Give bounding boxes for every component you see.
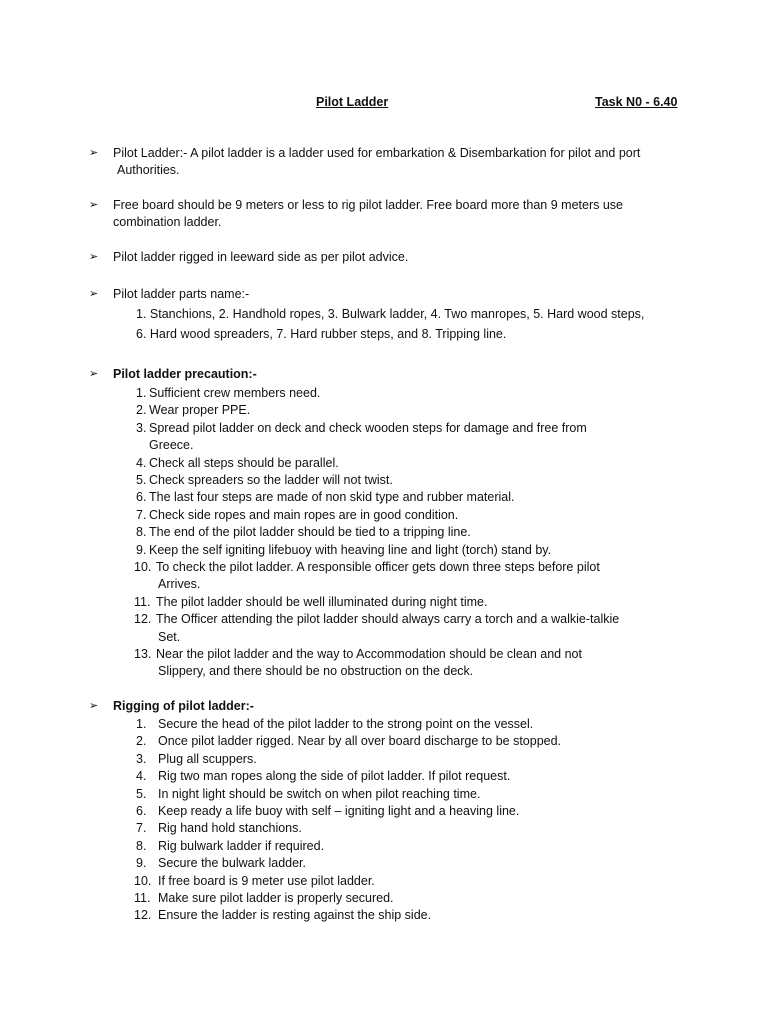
parts-line-1: 1. Stanchions, 2. Handhold ropes, 3. Bulwark ladder, 4. Two manropes, 5. Hard wood steps, xyxy=(136,307,645,321)
arrow-bullet-icon: ➢ xyxy=(89,288,99,300)
arrow-bullet-icon: ➢ xyxy=(89,199,99,211)
definition-line-2: Authorities. xyxy=(117,163,180,177)
precaution-item-number: 13. xyxy=(134,647,152,661)
rigging-item-number: 3. xyxy=(136,751,147,766)
precaution-item-number: 1. xyxy=(136,386,147,400)
precaution-item-number: 8. xyxy=(136,525,147,540)
rigging-item-text: Rig bulwark ladder if required. xyxy=(158,838,325,853)
arrow-bullet-icon: ➢ xyxy=(89,700,99,712)
precaution-item-number: 6. xyxy=(136,490,147,505)
precaution-item-text: Wear proper PPE. xyxy=(149,403,251,418)
precaution-item-number: 9. xyxy=(136,542,147,557)
precaution-heading: Pilot ladder precaution:- xyxy=(113,367,257,381)
rigging-item-text: Once pilot ladder rigged. Near by all over board discharge to be stopped. xyxy=(158,734,562,749)
arrow-bullet-icon: ➢ xyxy=(89,147,99,159)
precaution-item-text: Near the pilot ladder and the way to Accommodation should be clean and not xyxy=(156,647,582,661)
precaution-item-text: The pilot ladder should be well illuminated during night time. xyxy=(156,594,488,609)
precaution-item-text: Check spreaders so the ladder will not twist. xyxy=(149,473,393,487)
rigging-item-number: 6. xyxy=(136,804,147,818)
precaution-item-text: To check the pilot ladder. A responsible officer gets down three steps before pilot xyxy=(156,560,600,574)
precaution-item-number: 12. xyxy=(134,612,152,627)
rigging-item-number: 4. xyxy=(136,769,147,784)
precaution-item-text: Spread pilot ladder on deck and check wooden steps for damage and free from xyxy=(149,420,587,435)
rigging-item-number: 9. xyxy=(136,856,147,871)
precaution-item-number: 10. xyxy=(134,560,152,574)
rigging-item-text: Make sure pilot ladder is properly secured. xyxy=(158,891,394,905)
precaution-item-text: The end of the pilot ladder should be tied to a tripping line. xyxy=(149,525,471,540)
parts-line-2: 6. Hard wood spreaders, 7. Hard rubber steps, and 8. Tripping line. xyxy=(136,327,507,341)
rigging-item-number: 1. xyxy=(136,717,147,731)
rigging-item-number: 12. xyxy=(134,908,152,923)
rigging-item-text: Rig hand hold stanchions. xyxy=(158,821,302,836)
task-number: Task N0 - 6.40 xyxy=(595,95,678,109)
rigging-item-text: Secure the head of the pilot ladder to the strong point on the vessel. xyxy=(158,717,534,731)
rigging-item-number: 8. xyxy=(136,838,147,853)
rigging-item-number: 10. xyxy=(134,873,152,888)
precaution-item-text: Greece. xyxy=(149,438,194,453)
rigging-item-number: 5. xyxy=(136,786,147,801)
definition-line-1: Pilot Ladder:- A pilot ladder is a ladder used for embarkation & Disembarkation for pilot and port xyxy=(113,146,641,160)
rigging-item-text: Ensure the ladder is resting against the ship side. xyxy=(158,908,432,923)
rigging-item-text: In night light should be switch on when pilot reaching time. xyxy=(158,786,481,801)
leeward-line: Pilot ladder rigged in leeward side as per pilot advice. xyxy=(113,250,409,264)
rigging-item-number: 11. xyxy=(134,891,151,905)
rigging-item-text: Keep ready a life buoy with self – igniting light and a heaving line. xyxy=(158,804,520,818)
freeboard-line-1: Free board should be 9 meters or less to rig pilot ladder. Free board more than 9 meters use xyxy=(113,198,623,212)
precaution-item-number: 4. xyxy=(136,455,147,470)
precaution-item-text: Keep the self igniting lifebuoy with heaving line and light (torch) stand by. xyxy=(149,542,552,557)
precaution-item-number: 5. xyxy=(136,473,147,487)
precaution-item-text: The Officer attending the pilot ladder should always carry a torch and a walkie-talkie xyxy=(156,612,620,627)
precaution-item-number: 3. xyxy=(136,420,147,435)
rigging-item-number: 7. xyxy=(136,821,147,836)
arrow-bullet-icon: ➢ xyxy=(89,251,99,263)
precaution-item-number: 7. xyxy=(136,507,147,522)
rigging-item-text: If free board is 9 meter use pilot ladder. xyxy=(158,873,375,888)
rigging-item-text: Rig two man ropes along the side of pilot ladder. If pilot request. xyxy=(158,769,511,784)
precaution-item-text: Check all steps should be parallel. xyxy=(149,455,339,470)
arrow-bullet-icon: ➢ xyxy=(89,368,99,380)
precaution-item-text: Slippery, and there should be no obstruction on the deck. xyxy=(158,664,474,679)
precaution-item-number: 2. xyxy=(136,403,147,418)
precaution-item-text: The last four steps are made of non skid type and rubber material. xyxy=(149,490,515,505)
page-title: Pilot Ladder xyxy=(316,95,389,109)
parts-heading: Pilot ladder parts name:- xyxy=(113,287,250,301)
rigging-item-number: 2. xyxy=(136,734,147,749)
precaution-item-text: Sufficient crew members need. xyxy=(149,386,321,400)
rigging-item-text: Plug all scuppers. xyxy=(158,751,257,766)
precaution-item-number: 11. xyxy=(134,594,151,609)
freeboard-line-2: combination ladder. xyxy=(113,215,222,229)
precaution-item-text: Arrives. xyxy=(158,577,201,592)
precaution-item-text: Set. xyxy=(158,629,181,644)
rigging-item-text: Secure the bulwark ladder. xyxy=(158,856,307,871)
rigging-heading: Rigging of pilot ladder:- xyxy=(113,699,254,713)
precaution-item-text: Check side ropes and main ropes are in good condition. xyxy=(149,507,459,522)
